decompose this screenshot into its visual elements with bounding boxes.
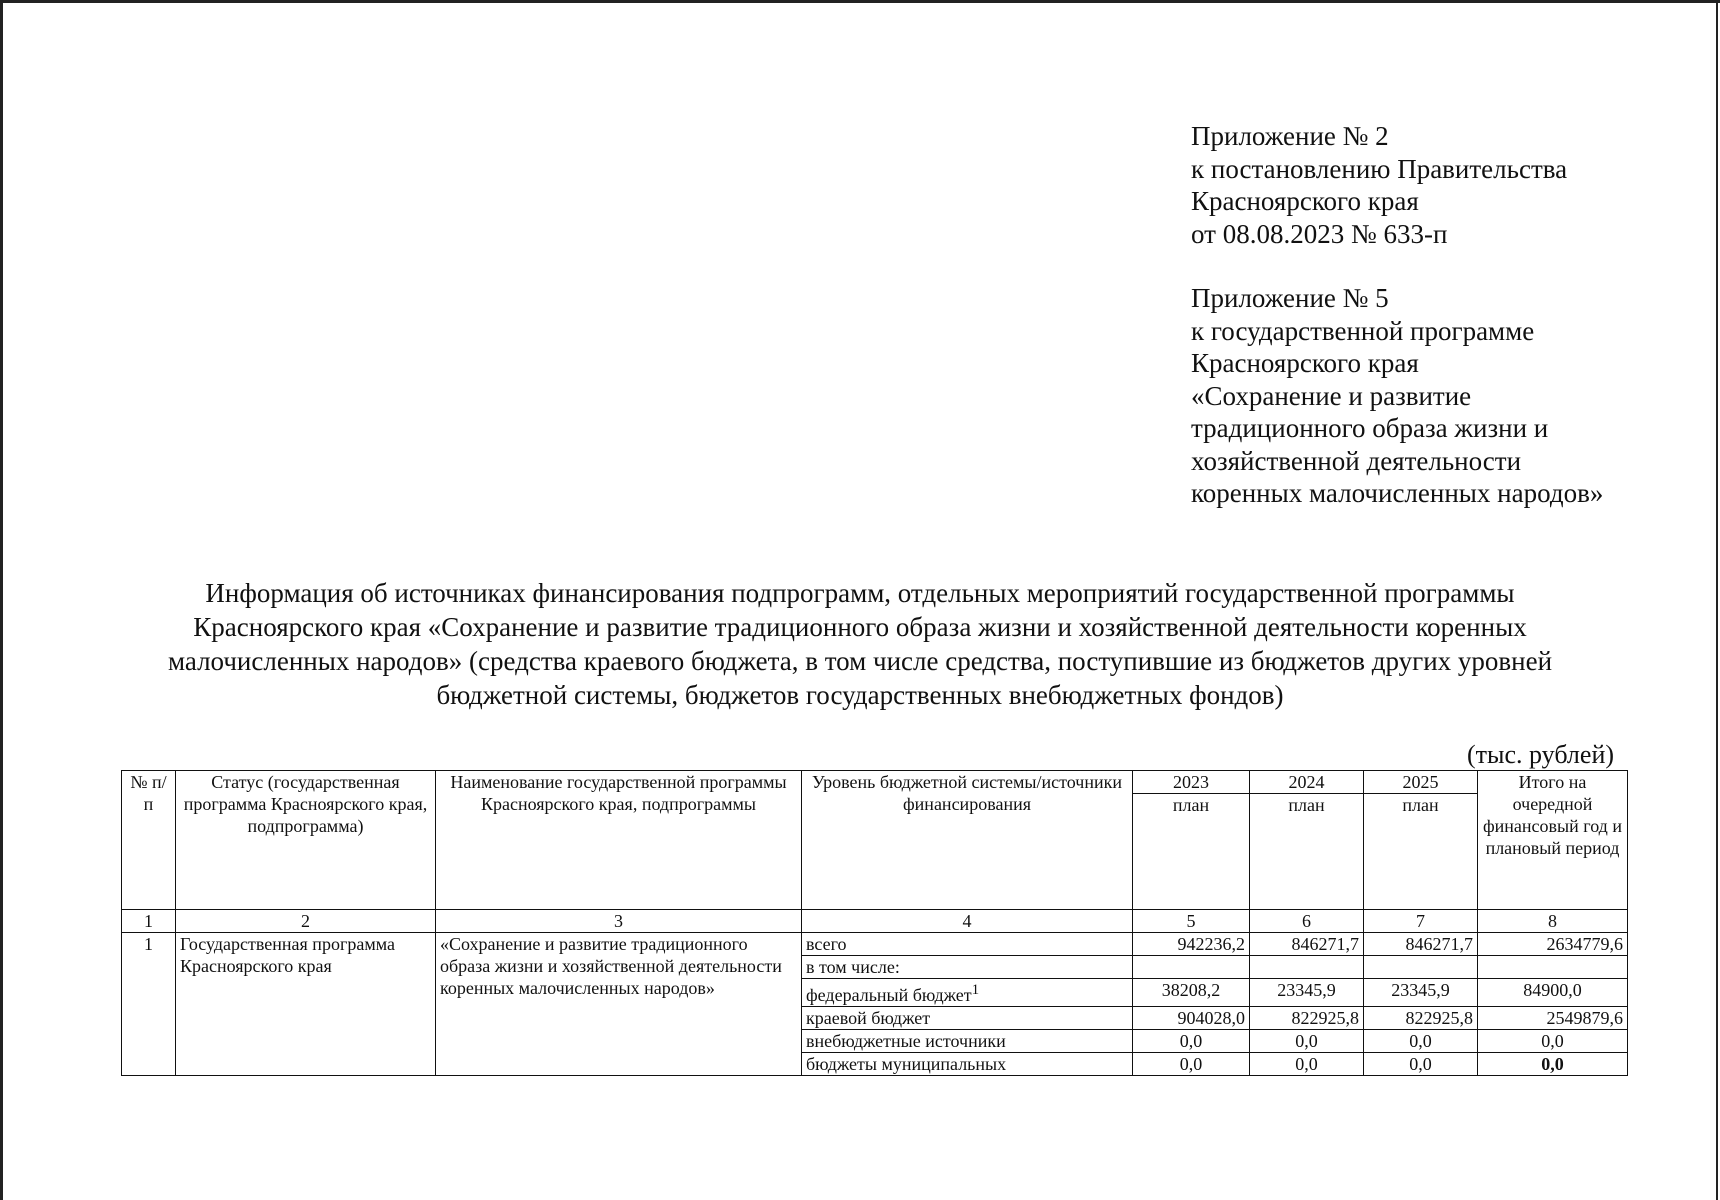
value-2025: 822925,8 — [1364, 1007, 1478, 1030]
source-label: в том числе: — [802, 956, 1133, 979]
title-line: Красноярского края «Сохранение и развитие традиционного образа жизни и хозяйственной деятельности коренных — [193, 612, 1527, 642]
value-2024: 23345,9 — [1250, 979, 1364, 1007]
row-num: 1 — [122, 933, 176, 1076]
value-2023: 904028,0 — [1133, 1007, 1250, 1030]
title-line: бюджетной системы, бюджетов государственных внебюджетных фондов) — [436, 680, 1284, 710]
value-2024 — [1250, 956, 1364, 979]
header-year-2025: 2025 — [1364, 771, 1478, 794]
value-total: 0,0 — [1478, 1030, 1628, 1053]
annex-2-line: Приложение № 2 — [1191, 121, 1389, 151]
value-2024: 822925,8 — [1250, 1007, 1364, 1030]
value-2024: 0,0 — [1250, 1053, 1364, 1076]
annex-5-line: Красноярского края — [1191, 348, 1419, 378]
header-plan-2024: план — [1250, 794, 1364, 910]
header-status: Статус (государственная программа Красноярского края, подпрограмма) — [176, 771, 436, 910]
annex-2-line: от 08.08.2023 № 633-п — [1191, 218, 1448, 249]
value-2023: 0,0 — [1133, 1030, 1250, 1053]
value-2024: 846271,7 — [1250, 933, 1364, 956]
financing-table — [121, 770, 1628, 1076]
page-border-right — [1716, 0, 1718, 1200]
annex-5-line: к государственной программе — [1191, 315, 1535, 346]
value-total: 2634779,6 — [1478, 933, 1628, 956]
header-level: Уровень бюджетной системы/источники финансирования — [802, 771, 1133, 910]
header-plan-2023: план — [1133, 794, 1250, 910]
source-label — [802, 979, 1133, 1007]
title-line: Информация об источниках финансирования подпрограмм, отдельных мероприятий государственной программы — [205, 578, 1515, 608]
annex-5-line: хозяйственной деятельности — [1191, 445, 1522, 476]
table-row — [122, 933, 1628, 956]
page-border-top — [0, 0, 1720, 3]
value-2024: 0,0 — [1250, 1030, 1364, 1053]
value-2023 — [1133, 956, 1250, 979]
value-2025 — [1364, 956, 1478, 979]
row-status: Государственная программа Красноярского края — [176, 933, 436, 1076]
value-total: 84900,0 — [1478, 979, 1628, 1007]
value-2023: 942236,2 — [1133, 933, 1250, 956]
column-number: 2 — [176, 910, 436, 933]
header-year-2024: 2024 — [1250, 771, 1364, 794]
value-2025: 846271,7 — [1364, 933, 1478, 956]
column-number: 5 — [1133, 910, 1250, 933]
value-2025: 0,0 — [1364, 1053, 1478, 1076]
value-2023: 38208,2 — [1133, 979, 1250, 1007]
header-year-2023: 2023 — [1133, 771, 1250, 794]
annex-2-line: к постановлению Правительства — [1191, 153, 1568, 184]
column-number: 4 — [802, 910, 1133, 933]
unit-label: (тыс. рублей) — [1467, 740, 1615, 769]
annex-5-line: «Сохранение и развитие — [1191, 380, 1472, 411]
header-total: Итого на очередной финансовый год и плановый период — [1478, 771, 1628, 910]
source-label-text: федеральный бюджет — [806, 985, 972, 1005]
document-title — [120, 576, 1600, 712]
header-row-years — [122, 771, 1628, 794]
column-number: 8 — [1478, 910, 1628, 933]
annex-5-line: коренных малочисленных народов» — [1191, 478, 1604, 508]
header-plan-2025: план — [1364, 794, 1478, 910]
source-label: внебюджетные источники — [802, 1030, 1133, 1053]
value-total: 2549879,6 — [1478, 1007, 1628, 1030]
column-number: 3 — [436, 910, 802, 933]
annex-5-line: традиционного образа жизни и — [1191, 413, 1549, 443]
column-number: 7 — [1364, 910, 1478, 933]
value-2023: 0,0 — [1133, 1053, 1250, 1076]
footnote-mark: 1 — [971, 982, 980, 998]
annex-5-line: Приложение № 5 — [1191, 283, 1389, 313]
column-number: 1 — [122, 910, 176, 933]
source-label: краевой бюджет — [802, 1007, 1133, 1030]
column-number-row — [122, 910, 1628, 933]
value-total: 0,0 — [1478, 1053, 1628, 1076]
row-program-name: «Сохранение и развитие традиционного образа жизни и хозяйственной деятельности коренных малочисленных народов» — [436, 933, 802, 1076]
source-label: бюджеты муниципальных — [802, 1053, 1133, 1076]
annex-5-header — [1191, 282, 1603, 510]
title-line: малочисленных народов» (средства краевого бюджета, в том числе средства, поступившие из бюджетов других уровней — [167, 646, 1553, 676]
source-label: всего — [802, 933, 1133, 956]
value-2025: 0,0 — [1364, 1030, 1478, 1053]
header-num: № п/п — [122, 771, 176, 910]
value-2025: 23345,9 — [1364, 979, 1478, 1007]
value-total — [1478, 956, 1628, 979]
column-number: 6 — [1250, 910, 1364, 933]
annex-2-line: Красноярского края — [1191, 186, 1419, 216]
page-border-left — [0, 0, 3, 1200]
header-name: Наименование государственной программы Красноярского края, подпрограммы — [436, 771, 802, 910]
annex-2-header — [1191, 120, 1567, 250]
